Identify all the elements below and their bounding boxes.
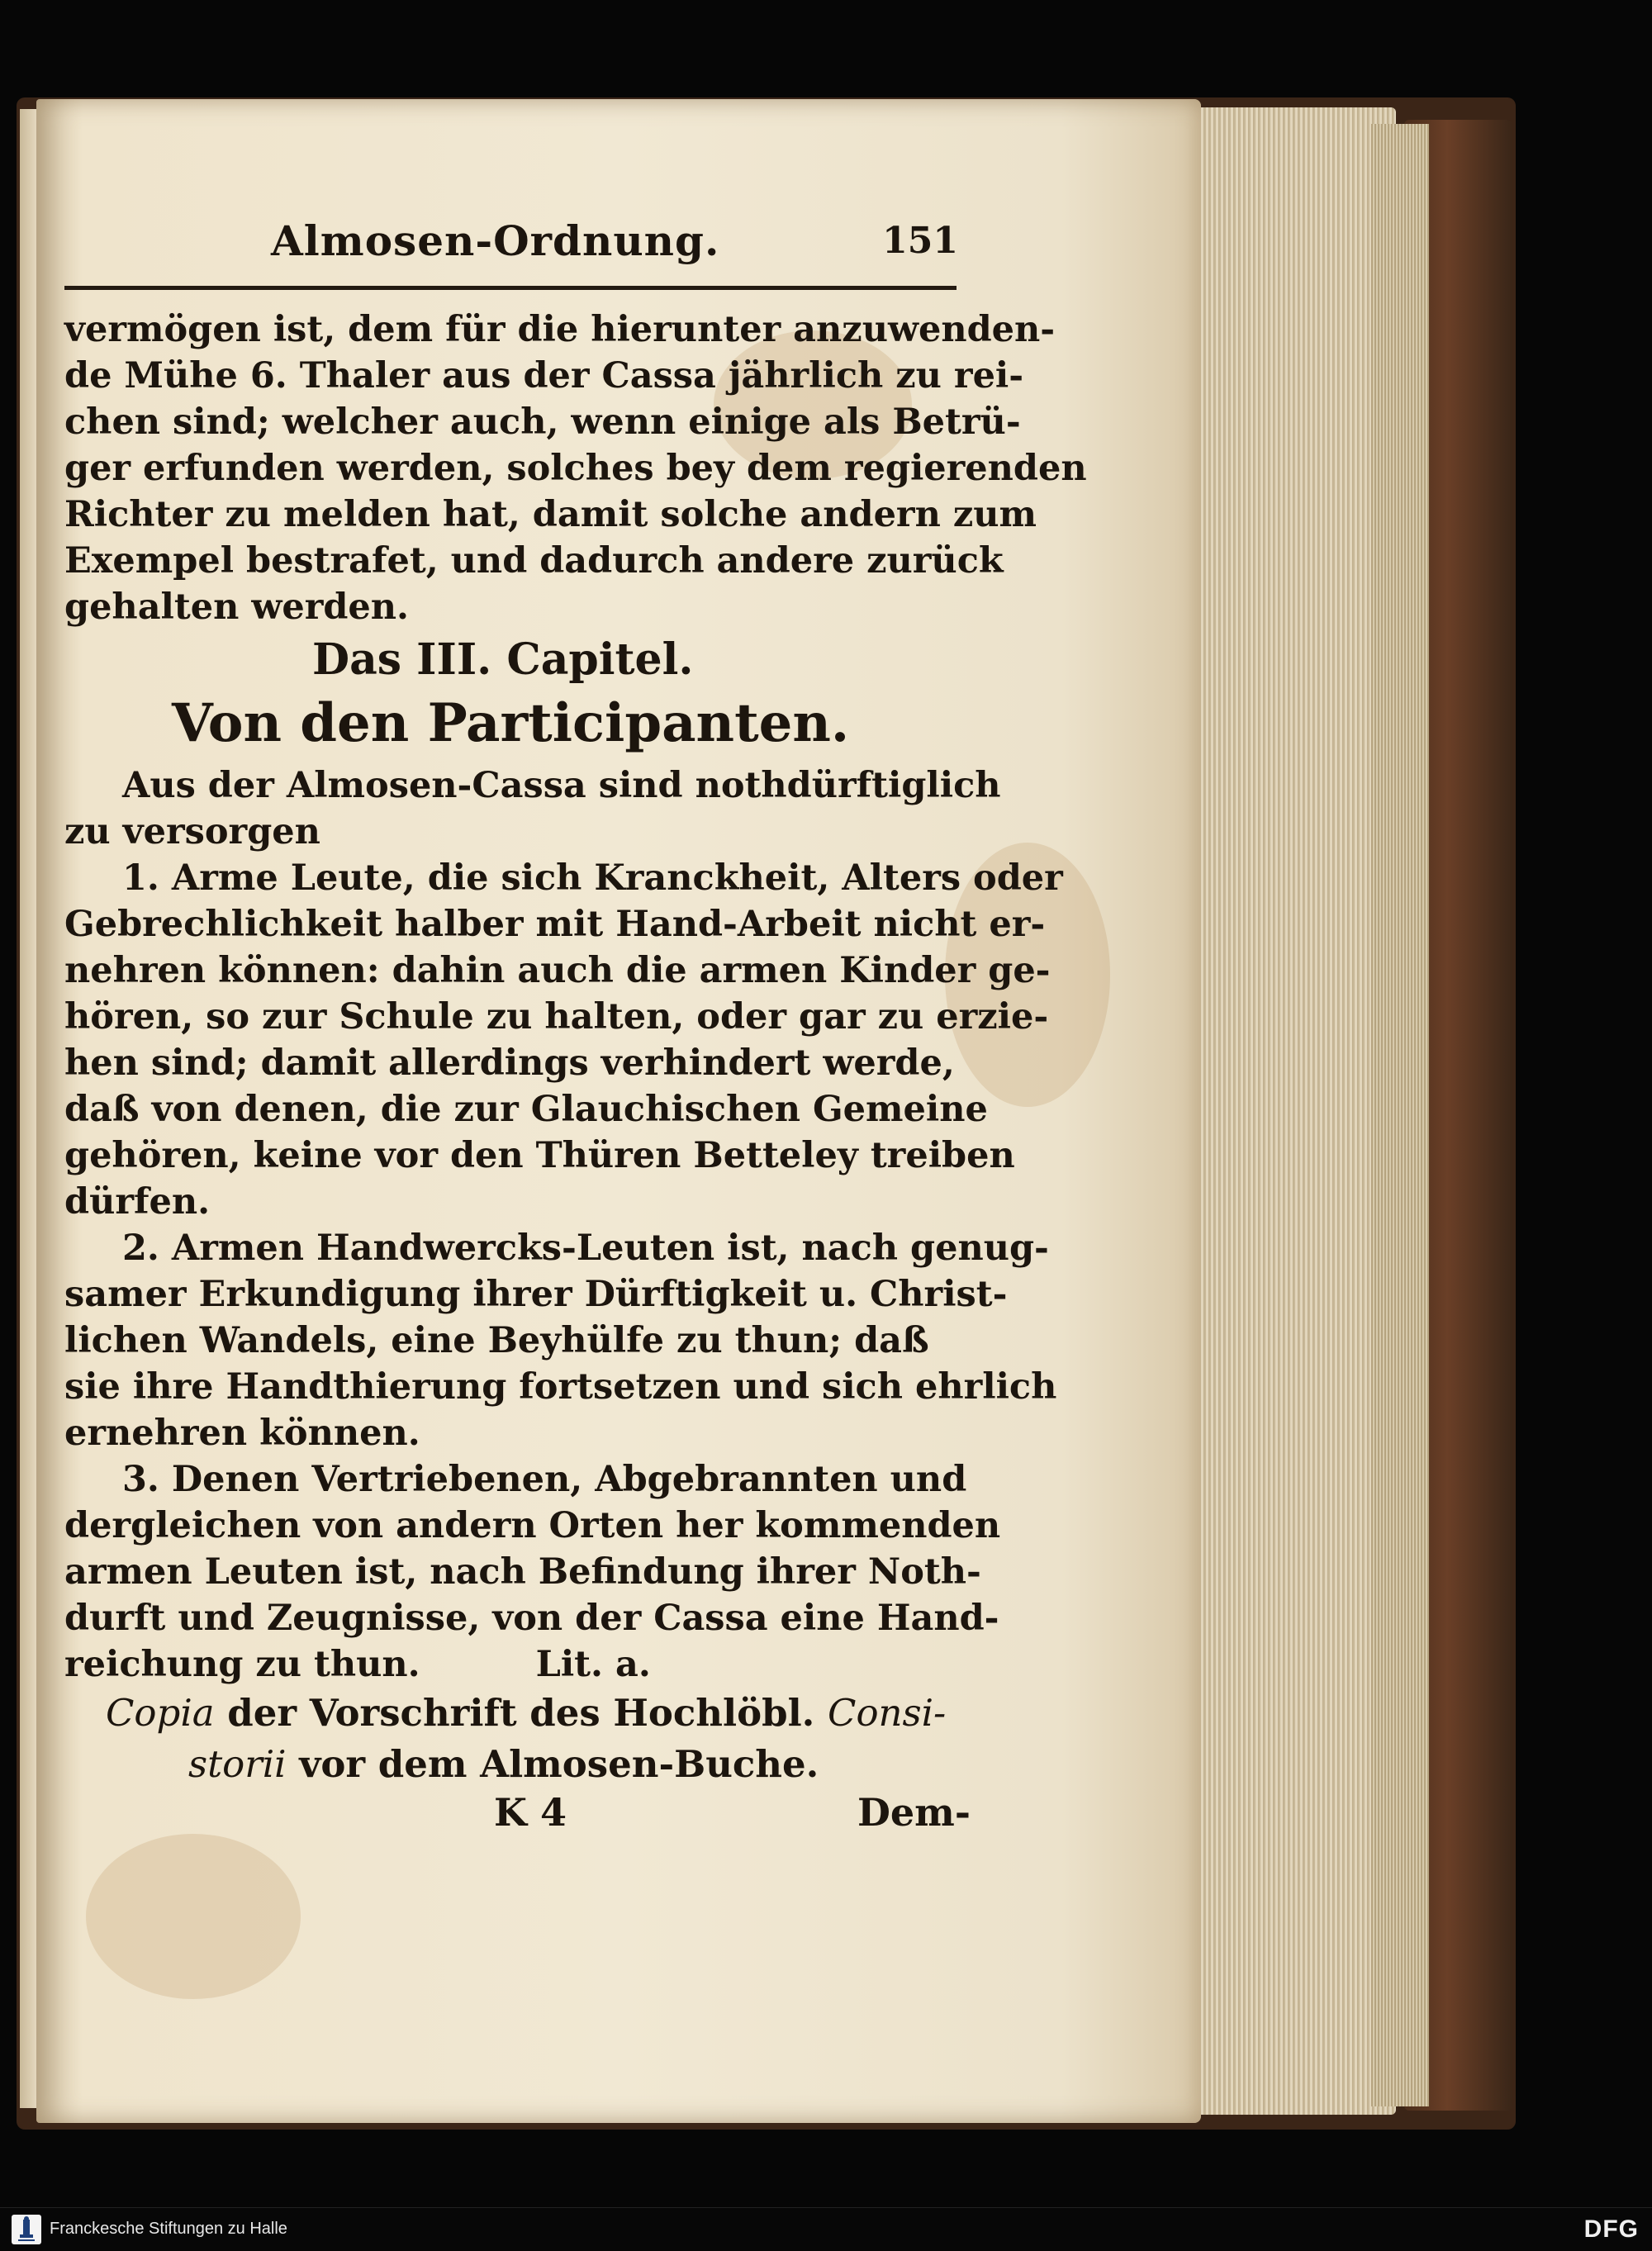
- item-3-paragraph: [64, 1456, 1001, 1688]
- text-line: 3. Denen Vertriebenen, Abgebrannten und: [122, 1459, 967, 1500]
- text-line: vermögen ist, dem für die hierunter anzuwenden-: [64, 309, 1056, 350]
- page-text: [64, 216, 1087, 1848]
- storii-word: storii: [188, 1742, 287, 1786]
- page-footer: [64, 1790, 983, 1848]
- header-rule: [64, 286, 957, 290]
- viewer-footer-bar: [0, 2207, 1652, 2251]
- item-3-last-line: reichung zu thun.: [64, 1644, 420, 1685]
- running-head: [64, 216, 983, 274]
- text-line: dürfen.: [64, 1181, 211, 1223]
- dfg-logo: DFG: [1583, 2215, 1639, 2243]
- copia-heading-cont: [64, 1739, 983, 1790]
- running-title: Almosen-Ordnung.: [271, 216, 720, 265]
- copia-heading: [64, 1688, 983, 1739]
- copia-word: Copia: [106, 1691, 215, 1735]
- copia-end: vor dem Almosen-Buche.: [286, 1742, 819, 1786]
- page-block-edge: [1371, 124, 1429, 2106]
- catchword: Dem-: [857, 1790, 971, 1835]
- text-line: [64, 1641, 983, 1688]
- chapter-subtitle: Von den Participanten.: [172, 692, 850, 754]
- text-line: durft und Zeugnisse, von der Cassa eine Hand-: [64, 1598, 999, 1639]
- text-line: dergleichen von andern Orten her kommenden: [64, 1505, 1001, 1546]
- foxing-stain: [86, 1834, 301, 1999]
- text-line: gehören, keine vor den Thüren Betteley treiben: [64, 1135, 1015, 1176]
- chapter-title: Das III. Capitel.: [312, 634, 694, 685]
- text-line: de Mühe 6. Thaler aus der Cassa jährlich zu rei-: [64, 355, 1024, 397]
- lit-reference: Lit. a.: [535, 1644, 651, 1685]
- page-number: 151: [882, 220, 958, 262]
- text-line: 2. Armen Handwercks-Leuten ist, nach genug-: [122, 1228, 1049, 1269]
- text-line: ernehren können.: [64, 1413, 420, 1454]
- text-line: chen sind; welcher auch, wenn einige als Betrü-: [64, 401, 1021, 443]
- text-line: samer Erkundigung ihrer Dürftigkeit u. Christ-: [64, 1274, 1008, 1315]
- text-line: lichen Wandels, eine Beyhülfe zu thun; daß: [64, 1320, 929, 1361]
- item-1-paragraph: [64, 855, 1063, 1225]
- text-line: daß von denen, die zur Glauchischen Gemeine: [64, 1089, 988, 1130]
- item-2-paragraph: [64, 1225, 1057, 1456]
- institution-logo-icon: [12, 2215, 41, 2244]
- text-line: Richter zu melden hat, damit solche andern zum: [64, 494, 1037, 535]
- signature-mark: K 4: [494, 1790, 567, 1835]
- page-block: [1189, 107, 1396, 2115]
- text-line: Aus der Almosen-Cassa sind nothdürftiglich: [122, 765, 1001, 806]
- text-line: zu versorgen: [64, 811, 320, 852]
- text-line: armen Leuten ist, nach Befindung ihrer Noth-: [64, 1551, 981, 1593]
- left-page-edge: [20, 109, 38, 2108]
- text-line: hören, so zur Schule zu halten, oder gar zu erzie-: [64, 996, 1049, 1038]
- text-line: hen sind; damit allerdings verhindert werde,: [64, 1042, 955, 1084]
- text-line: Exempel bestrafet, und dadurch andere zurück: [64, 540, 1004, 582]
- text-line: ger erfunden werden, solches bey dem regierenden: [64, 448, 1087, 489]
- text-line: Gebrechlichkeit halber mit Hand-Arbeit nicht er-: [64, 904, 1046, 945]
- text-line: nehren können: dahin auch die armen Kinder ge-: [64, 950, 1051, 991]
- text-line: gehalten werden.: [64, 586, 410, 628]
- copia-mid: der Vorschrift des Hochlöbl.: [214, 1691, 828, 1735]
- lead-paragraph: [64, 762, 1001, 855]
- consi-word: Consi-: [828, 1691, 947, 1735]
- intro-paragraph: [64, 306, 1087, 630]
- institution-name: Franckesche Stiftungen zu Halle: [50, 2220, 287, 2238]
- text-line: sie ihre Handthierung fortsetzen und sich ehrlich: [64, 1366, 1057, 1408]
- text-line: 1. Arme Leute, die sich Kranckheit, Alters oder: [122, 857, 1063, 899]
